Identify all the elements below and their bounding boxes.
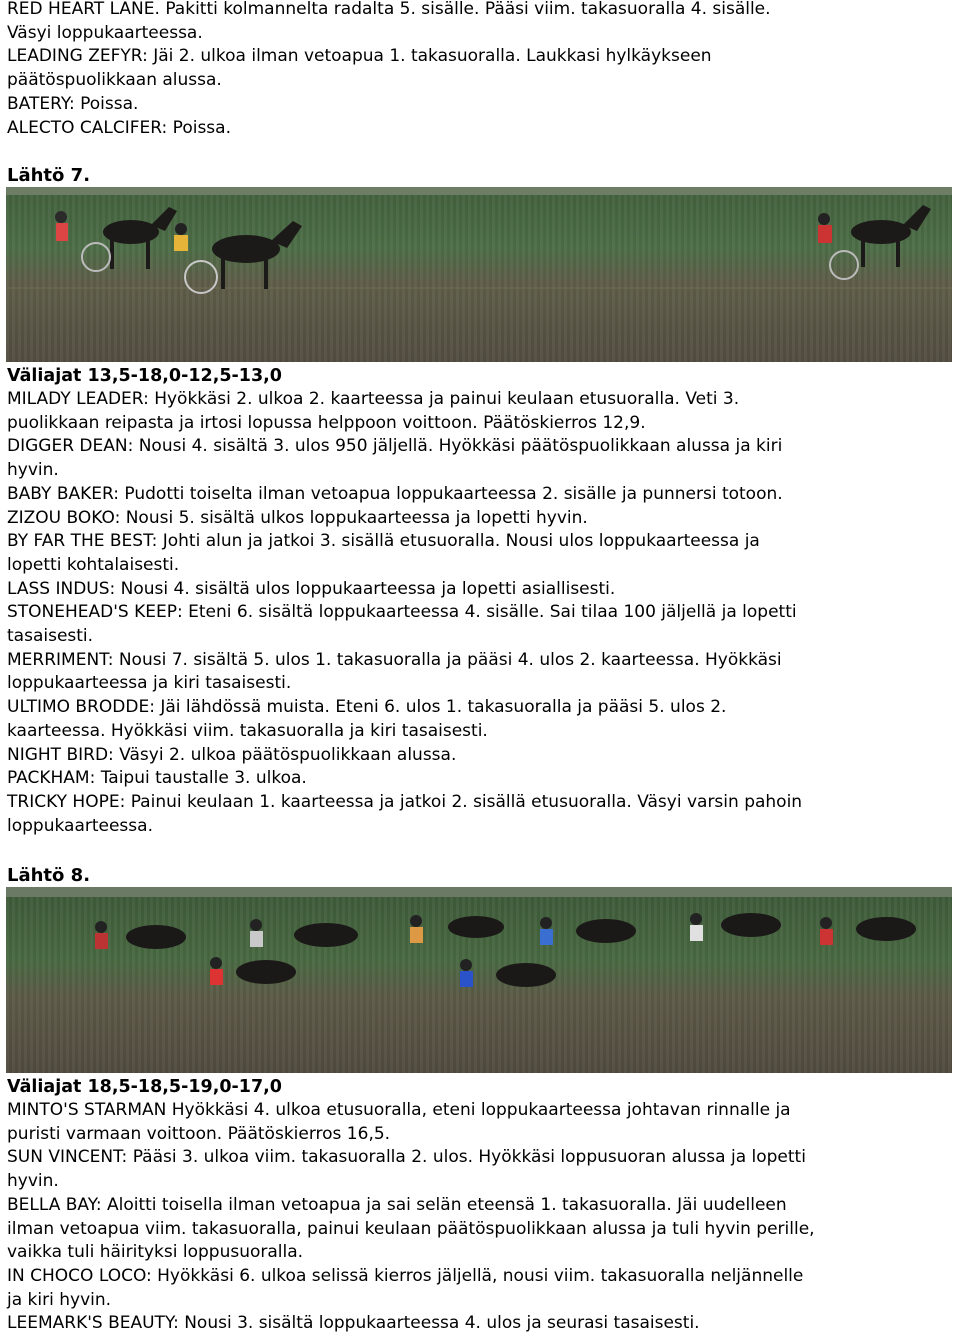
finish-photo-image (6, 887, 952, 1073)
comment-line: BELLA BAY: Aloitti toisella ilman vetoapua ja sai selän eteensä 1. takasuoralla. Jäi uudelleen (7, 1194, 787, 1215)
split-times: Väliajat 18,5-18,5-19,0-17,0 (7, 1077, 282, 1097)
comment-line: LEEMARK'S BEAUTY: Nousi 3. sisältä loppukaarteessa 4. ulos ja seurasi tasaisesti. (7, 1313, 700, 1334)
comment-line: TRICKY HOPE: Painui keulaan 1. kaarteessa ja jatkoi 2. sisällä etusuoralla. Väsyi varsin pahoin (7, 791, 803, 812)
comment-line: päätöspuolikkaan alussa. (7, 70, 222, 91)
comment-line: LASS INDUS: Nousi 4. sisältä ulos loppukaarteessa ja lopetti asiallisesti. (7, 578, 616, 599)
race-heading: Lähtö 7. (7, 165, 91, 186)
comment-line: ilman vetoapua viim. takasuoralla, painui keulaan päätöspuolikkaan alussa ja tuli hyvin perille, (7, 1218, 815, 1239)
comment-line: BABY BAKER: Pudotti toiselta ilman vetoapua loppukaarteessa 2. sisälle ja punnersi totoon. (7, 483, 783, 504)
split-times: Väliajat 13,5-18,0-12,5-13,0 (7, 366, 282, 386)
comment-line: MINTO'S STARMAN Hyökkäsi 4. ulkoa etusuoralla, eteni loppukaarteessa johtavan rinnalle ja (7, 1100, 791, 1120)
comment-line: tasaisesti. (7, 626, 94, 647)
comment-line: PACKHAM: Taipui taustalle 3. ulkoa. (7, 768, 307, 789)
comment-line: BATERY: Poissa. (7, 93, 139, 114)
comment-line: BY FAR THE BEST: Johti alun ja jatkoi 3. sisällä etusuoralla. Nousi ulos loppukaarteessa ja (7, 531, 760, 552)
comment-line: puolikkaan reipasta ja irtosi lopussa helppoon voittoon. Päätöskierros 12,9. (7, 412, 646, 433)
comment-line: STONEHEAD'S KEEP: Eteni 6. sisältä loppukaarteessa 4. sisälle. Sai tilaa 100 jäljellä ja lopetti (7, 602, 797, 623)
comment-line: loppukaarteessa. (7, 815, 153, 836)
comment-line: LEADING ZEFYR: Jäi 2. ulkoa ilman vetoapua 1. takasuoralla. Laukkasi hylkäykseen (7, 46, 712, 67)
previous-race-comments (7, 0, 953, 140)
finish-photo-image (6, 187, 952, 362)
comment-line: IN CHOCO LOCO: Hyökkäsi 6. ulkoa selissä kierros jäljellä, nousi viim. takasuoralla neljännelle (7, 1265, 804, 1286)
comment-line: SUN VINCENT: Pääsi 3. ulkoa viim. takasuoralla 2. ulos. Hyökkäsi loppusuoran alussa ja lopetti (7, 1147, 806, 1168)
comment-line: lopetti kohtalaisesti. (7, 554, 180, 575)
comment-line: RED HEART LANE. Pakitti kolmannelta radalta 5. sisälle. Pääsi viim. takasuoralla 4. sisälle. (7, 0, 771, 19)
comment-line: ja kiri hyvin. (7, 1289, 112, 1310)
comment-line: ALECTO CALCIFER: Poissa. (7, 117, 231, 138)
comment-line: kaarteessa. Hyökkäsi viim. takasuoralla ja kiri tasaisesti. (7, 720, 488, 741)
race-7-comments (7, 364, 953, 838)
comment-line: loppukaarteessa ja kiri tasaisesti. (7, 673, 292, 694)
comment-line: DIGGER DEAN: Nousi 4. sisältä 3. ulos 950 jäljellä. Hyökkäsi päätöspuolikkaan alussa ja kiri (7, 436, 783, 457)
comment-line: Väsyi loppukaarteessa. (7, 22, 203, 43)
race-8-comments (7, 1075, 953, 1336)
comment-line: vaikka tuli häirityksi loppusuoralla. (7, 1242, 304, 1263)
comment-line: hyvin. (7, 1171, 59, 1192)
finish-photo (6, 187, 952, 362)
comment-line: ULTIMO BRODDE: Jäi lähdössä muista. Eteni 6. ulos 1. takasuoralla ja pääsi 5. ulos 2. (7, 697, 727, 718)
comment-line: puristi varmaan voittoon. Päätöskierros 16,5. (7, 1123, 391, 1144)
comment-line: hyvin. (7, 460, 59, 481)
finish-photo (6, 887, 952, 1073)
comment-line: NIGHT BIRD: Väsyi 2. ulkoa päätöspuolikkaan alussa. (7, 744, 457, 765)
race-heading: Lähtö 8. (7, 865, 91, 886)
comment-line: MILADY LEADER: Hyökkäsi 2. ulkoa 2. kaarteessa ja painui keulaan etusuoralla. Veti 3. (7, 389, 740, 409)
comment-line: MERRIMENT: Nousi 7. sisältä 5. ulos 1. takasuoralla ja pääsi 4. ulos 2. kaarteessa. Hyökkäsi (7, 649, 782, 670)
comment-line: ZIZOU BOKO: Nousi 5. sisältä ulkos loppukaarteessa ja lopetti hyvin. (7, 507, 588, 528)
